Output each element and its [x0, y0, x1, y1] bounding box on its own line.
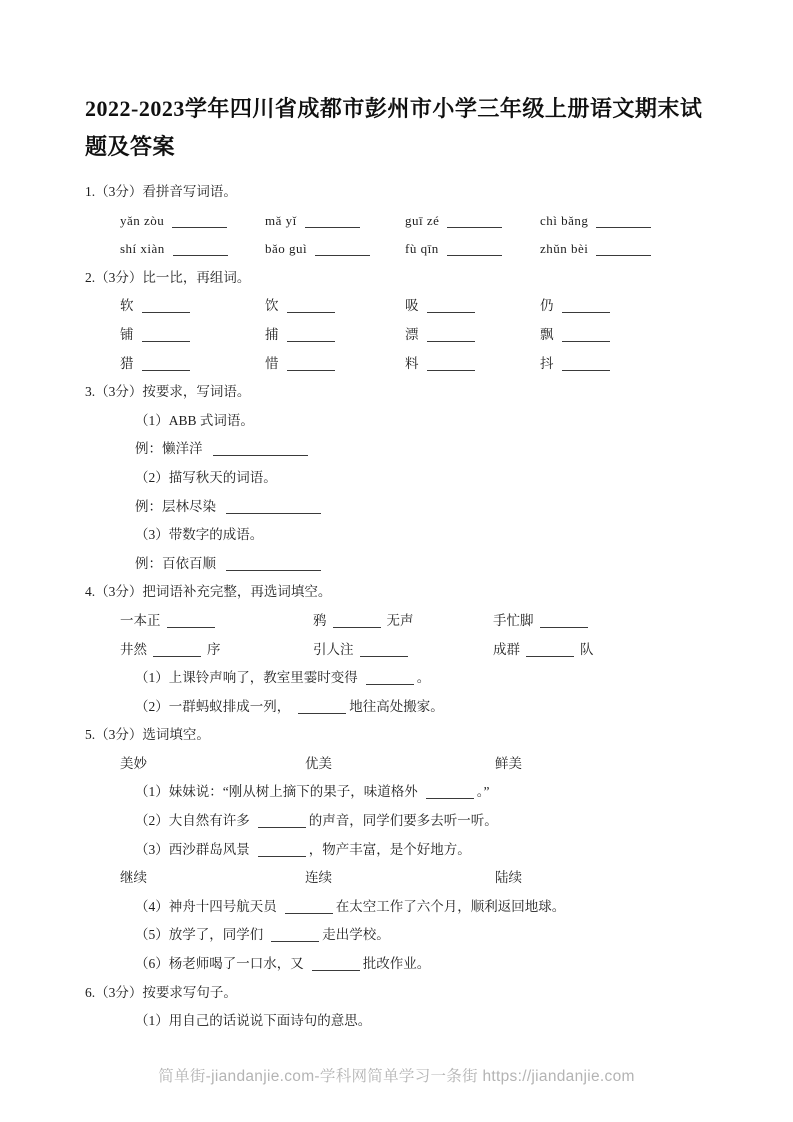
answer-blank	[142, 358, 190, 371]
answer-blank	[447, 215, 502, 228]
sentence-post: 批改作业。	[362, 956, 431, 972]
answer-blank	[298, 701, 346, 714]
pinyin-item	[265, 235, 405, 264]
q4-phrase-row-2	[85, 636, 723, 665]
q5-options-row-2	[85, 864, 723, 893]
question-6-header: 6.（3分）按要求写句子。	[85, 984, 237, 1000]
question-3-header: 3.（3分）按要求，写词语。	[85, 384, 251, 400]
answer-blank	[226, 501, 321, 514]
option-word: 优美	[305, 755, 332, 771]
question-1	[85, 178, 723, 264]
phrase-pre: 手忙脚	[493, 612, 534, 628]
answer-blank	[142, 329, 190, 342]
sentence-pre: （4）神舟十四号航天员	[135, 898, 277, 914]
sentence-pre: （2）大自然有许多	[135, 813, 250, 829]
character: 猎	[120, 355, 134, 371]
pinyin-item	[540, 235, 651, 264]
word-item	[265, 321, 405, 350]
example-line	[85, 435, 723, 464]
answer-blank	[167, 615, 215, 628]
answer-blank	[526, 644, 574, 657]
pinyin-item	[405, 235, 540, 264]
word-item	[265, 350, 405, 379]
answer-blank	[153, 644, 201, 657]
option-word: 陆续	[495, 870, 522, 886]
sentence-post: ，物产丰富，是个好地方。	[308, 841, 471, 857]
pinyin-item	[120, 207, 265, 236]
answer-blank	[312, 958, 360, 971]
answer-blank	[142, 300, 190, 313]
sub-item-sentence	[85, 893, 723, 922]
answer-blank	[213, 443, 308, 456]
character: 捕	[265, 326, 279, 342]
sentence-post: 地往高处搬家。	[349, 698, 444, 714]
answer-blank	[172, 215, 227, 228]
phrase-pre: 井然	[120, 641, 147, 657]
answer-blank	[562, 300, 610, 313]
pinyin-item	[405, 207, 540, 236]
character: 飘	[540, 326, 554, 342]
pinyin-item	[540, 207, 651, 236]
answer-blank	[427, 358, 475, 371]
answer-blank	[562, 329, 610, 342]
phrase-post: 序	[207, 641, 221, 657]
answer-blank	[426, 786, 474, 799]
character: 饮	[265, 298, 279, 314]
footer-watermark: 简单街-jiandanjie.com-学科网简单学习一条街 https://jiandanjie.com	[158, 1068, 635, 1085]
answer-blank	[447, 243, 502, 256]
sentence-pre: （5）放学了，同学们	[135, 927, 264, 943]
sub-item-sentence	[85, 950, 723, 979]
phrase-item	[313, 607, 493, 636]
phrase-item	[120, 607, 313, 636]
q2-word-row-1	[85, 292, 723, 321]
phrase-post: 队	[580, 641, 594, 657]
sentence-post: 在太空工作了六个月，顺利返回地球。	[335, 898, 566, 914]
phrase-pre: 成群	[493, 641, 520, 657]
pinyin-text: guī zé	[405, 212, 440, 228]
pinyin-text: mǎ yǐ	[265, 212, 297, 228]
sub-item-sentence	[85, 664, 723, 693]
phrase-item	[313, 636, 493, 665]
sub-item-label: （1）用自己的话说说下面诗句的意思。	[135, 1013, 372, 1029]
question-3	[85, 378, 723, 578]
answer-blank	[305, 215, 360, 228]
answer-blank	[173, 243, 228, 256]
phrase-pre: 鸦	[313, 612, 327, 628]
answer-blank	[540, 615, 588, 628]
question-5	[85, 721, 723, 978]
word-item	[265, 292, 405, 321]
sub-item-label: （2）描写秋天的词语。	[135, 469, 277, 485]
word-item	[120, 321, 265, 350]
answer-blank	[333, 615, 381, 628]
example-text: 例：百依百顺	[135, 555, 216, 571]
question-5-header: 5.（3分）选词填空。	[85, 727, 210, 743]
pinyin-text: fù qīn	[405, 241, 439, 257]
sentence-pre: （1）妹妹说：“刚从树上摘下的果子，味道格外	[135, 784, 418, 800]
answer-blank	[427, 329, 475, 342]
answer-blank	[596, 215, 651, 228]
page-title: 2022-2023学年四川省成都市彭州市小学三年级上册语文期末试题及答案	[85, 96, 703, 159]
answer-blank	[258, 844, 306, 857]
example-text: 例：懒洋洋	[135, 441, 203, 457]
phrase-item	[493, 607, 594, 636]
character: 吸	[405, 298, 419, 314]
sub-item-label: （3）带数字的成语。	[135, 527, 264, 543]
question-2-header: 2.（3分）比一比，再组词。	[85, 269, 251, 285]
answer-blank	[360, 644, 408, 657]
sub-item-sentence	[85, 778, 723, 807]
answer-blank	[226, 558, 321, 571]
character: 软	[120, 298, 134, 314]
word-item	[405, 321, 540, 350]
sentence-pre: （2）一群蚂蚁排成一列，	[135, 698, 291, 714]
sentence-post: 。	[416, 670, 431, 686]
pinyin-item	[265, 207, 405, 236]
q4-phrase-row-1	[85, 607, 723, 636]
pinyin-text: chì bǎng	[540, 212, 589, 228]
example-line	[85, 493, 723, 522]
answer-blank	[596, 243, 651, 256]
sub-item-label: （1）ABB 式词语。	[135, 412, 254, 428]
word-item	[540, 350, 610, 379]
option-word: 连续	[305, 870, 332, 886]
q1-pinyin-row-2	[85, 235, 723, 264]
pinyin-text: yǎn zòu	[120, 212, 165, 228]
answer-blank	[315, 243, 370, 256]
sentence-post: 。”	[476, 784, 490, 800]
q5-options-row-1	[85, 750, 723, 779]
word-item	[540, 321, 610, 350]
q2-word-row-2	[85, 321, 723, 350]
sentence-pre: （1）上课铃声响了，教室里霎时变得	[135, 670, 358, 686]
sentence-pre: （6）杨老师喝了一口水，又	[135, 956, 304, 972]
q1-pinyin-row-1	[85, 207, 723, 236]
word-item	[405, 292, 540, 321]
question-1-header: 1.（3分）看拼音写词语。	[85, 184, 237, 199]
character: 料	[405, 355, 419, 371]
sentence-pre: （3）西沙群岛风景	[135, 841, 250, 857]
phrase-pre: 引人注	[313, 641, 354, 657]
sub-item-sentence	[85, 807, 723, 836]
answer-blank	[287, 358, 335, 371]
phrase-pre: 一本正	[120, 612, 161, 628]
example-line	[85, 550, 723, 579]
phrase-item	[493, 636, 594, 665]
answer-blank	[287, 329, 335, 342]
sub-item-sentence	[85, 921, 723, 950]
option-word: 继续	[120, 870, 147, 886]
word-item	[120, 292, 265, 321]
example-text: 例：层林尽染	[135, 498, 216, 514]
answer-blank	[285, 901, 333, 914]
answer-blank	[366, 672, 414, 685]
character: 仍	[540, 298, 554, 314]
character: 抖	[540, 355, 554, 371]
character: 漂	[405, 326, 419, 342]
question-4	[85, 578, 723, 721]
answer-blank	[258, 815, 306, 828]
sub-item-sentence	[85, 836, 723, 865]
sentence-post: 走出学校。	[322, 927, 390, 943]
answer-blank	[562, 358, 610, 371]
phrase-post: 无声	[386, 612, 414, 628]
option-word: 美妙	[120, 755, 147, 771]
question-4-header: 4.（3分）把词语补充完整，再选词填空。	[85, 584, 332, 600]
question-6	[85, 979, 723, 1036]
sub-item-sentence	[85, 693, 723, 722]
q2-word-row-3	[85, 350, 723, 379]
pinyin-text: shí xiàn	[120, 241, 165, 257]
word-item	[405, 350, 540, 379]
pinyin-text: bǎo guì	[265, 241, 308, 257]
phrase-item	[120, 636, 313, 665]
word-item	[540, 292, 610, 321]
answer-blank	[427, 300, 475, 313]
option-word: 鲜美	[495, 755, 522, 771]
question-2	[85, 264, 723, 378]
pinyin-text: zhǔn bèi	[540, 241, 589, 257]
sentence-post: 的声音，同学们要多去听一听。	[308, 813, 498, 829]
word-item	[120, 350, 265, 379]
pinyin-item	[120, 235, 265, 264]
answer-blank	[271, 929, 319, 942]
answer-blank	[287, 300, 335, 313]
character: 惜	[265, 355, 279, 371]
character: 铺	[120, 326, 134, 342]
